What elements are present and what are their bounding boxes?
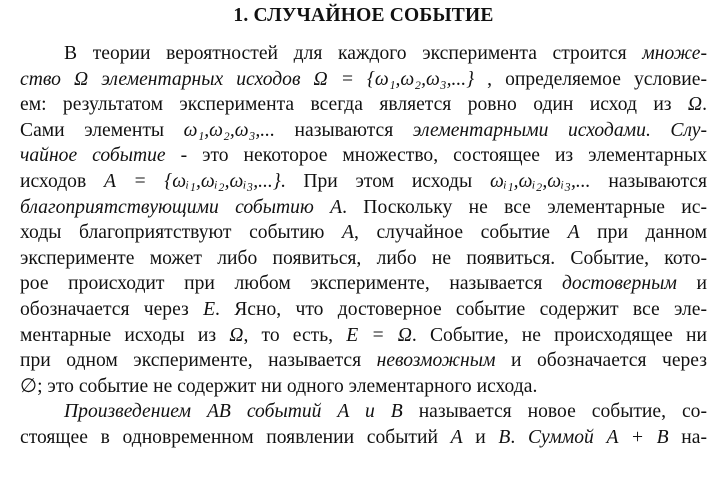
text-run: при одном эксперименте, называется [20, 350, 377, 372]
text-line [20, 297, 707, 323]
text-run: . Поскольку не все элементарные ис- [342, 196, 707, 218]
italic-run: B [498, 426, 511, 448]
italic-run: невозможным [376, 350, 496, 372]
text-run: , определяемое условие- [474, 68, 707, 90]
italic-run: E = Ω [346, 324, 412, 346]
italic-run: Ω [687, 94, 703, 116]
text-line [20, 195, 707, 221]
text-line [20, 374, 707, 400]
text-run: ем: результатом эксперимента всегда является ровно один исход из [20, 94, 688, 116]
paragraph-definitions [20, 41, 707, 399]
text-line [20, 348, 707, 374]
text-run: , то есть, [243, 324, 347, 346]
italic-run: ство Ω элементарных исходов Ω = {ω₁,ω₂,ω₃,...} [20, 68, 475, 90]
italic-run: чайное событие [20, 145, 166, 167]
text-line [20, 92, 707, 118]
text-line [20, 323, 707, 349]
italic-run: Ω [229, 324, 244, 346]
italic-run: элементарными исходами. Слу- [412, 119, 707, 141]
text-run: рое происходит при любом эксперименте, называется [20, 273, 562, 295]
italic-run: A [342, 222, 354, 244]
text-run: . Событие, не происходящее ни [411, 324, 707, 346]
text-run: и обозначается через [495, 350, 707, 372]
italic-run: A [450, 426, 463, 448]
italic-run: благоприятствующими событию A [20, 196, 343, 218]
text-run: - это некоторое множество, состоящее из элементарных [165, 145, 707, 167]
text-line [20, 169, 707, 195]
italic-run: достоверным [562, 273, 677, 295]
text-run: называются [274, 119, 413, 141]
text-run: и [462, 426, 499, 448]
text-run: называются [590, 170, 707, 192]
italic-run: множе- [642, 43, 707, 64]
text-run: стоящее в одновременном появлении событий [20, 426, 451, 448]
italic-run: A = {ωᵢ₁,ωᵢ₂,ωᵢ₃,...} [104, 170, 281, 192]
italic-run: ω₁,ω₂,ω₃,... [183, 119, 275, 141]
text-run: . [510, 426, 528, 448]
paragraph-product-sum [20, 399, 707, 450]
text-run: Сами элементы [20, 119, 184, 141]
text-run: ∅; это событие не содержит ни одного элементарного исхода. [20, 375, 538, 397]
text-run: и [676, 273, 707, 295]
text-line [20, 425, 707, 451]
text-line [20, 220, 707, 246]
italic-run: A [567, 222, 580, 244]
text-line [20, 271, 707, 297]
text-run: В теории вероятностей для каждого эксперимента строится [64, 43, 643, 64]
text-run: . При этом исходы [280, 170, 490, 192]
italic-run: Суммой A + B [527, 426, 669, 448]
text-run: эксперименте может либо появиться, либо не появиться. Событие, кото- [20, 247, 707, 269]
text-run: обозначается через [20, 298, 204, 320]
text-run: ментарные исходы из [20, 324, 230, 346]
italic-run: E [203, 298, 216, 320]
text-run: при данном [579, 222, 707, 244]
italic-run: Произведением AB событий A и B [64, 401, 403, 423]
section-heading: 1. СЛУЧАЙНОЕ СОБЫТИЕ [233, 5, 494, 26]
text-run: ходы благоприятствуют событию [20, 222, 343, 244]
text-line [20, 399, 707, 425]
text-run: . [702, 94, 707, 116]
text-run: , случайное событие [353, 222, 568, 244]
text-line [20, 246, 707, 272]
italic-run: ωᵢ₁,ωᵢ₂,ωᵢ₃,... [489, 170, 591, 192]
text-run: . Ясно, что достоверное событие содержит все эле- [215, 298, 707, 320]
text-line [20, 143, 707, 169]
text-line [20, 118, 707, 144]
text-line [20, 41, 707, 67]
text-line [20, 67, 707, 93]
text-run: называется новое событие, со- [402, 401, 707, 423]
text-run: исходов [20, 170, 104, 192]
text-run: на- [668, 426, 707, 448]
